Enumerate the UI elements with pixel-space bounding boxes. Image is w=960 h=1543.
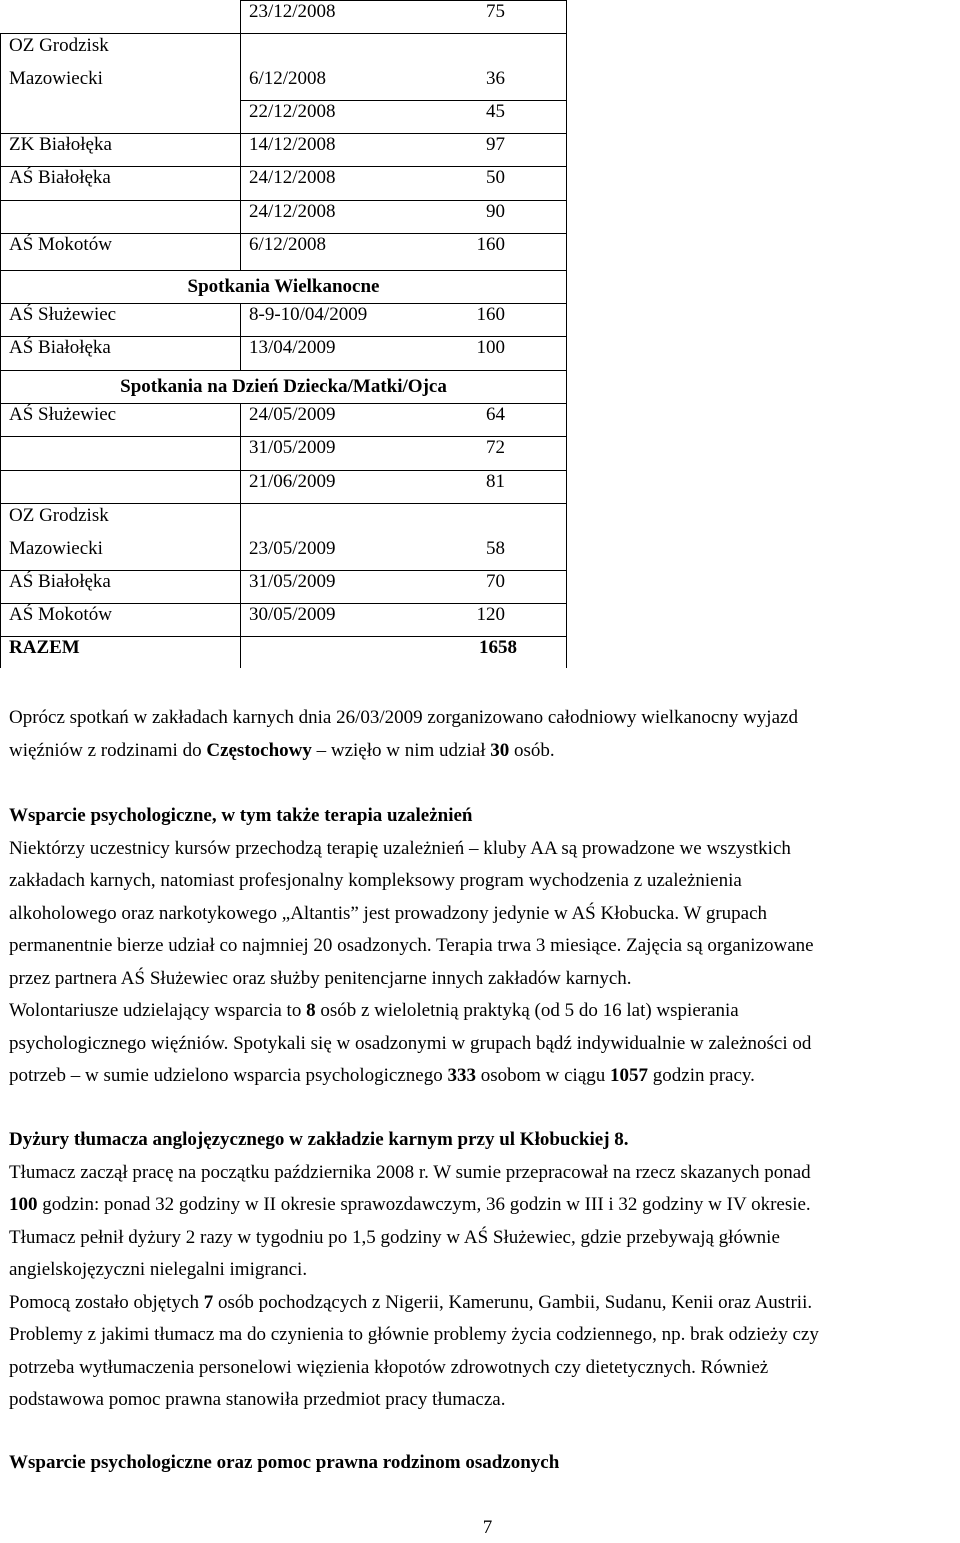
translator-section [9,1124,954,1417]
row-count: 50 [486,167,505,188]
paragraph-line [9,735,954,768]
text-run-bold: 100 [9,1194,38,1215]
text-run: osób. [509,739,555,761]
row-location: AŚ Mokotów [9,604,112,625]
row-date: 14/12/2008 [249,134,336,155]
section-heading: Dyżury tłumacza anglojęzycznego w zakładzie karnym przy ul Kłobuckiej 8. [9,1129,629,1150]
paragraph-line [9,1287,954,1320]
text-run: osób z wieloletnią praktyką (od 5 do 16 lat) wspierania [315,1000,739,1021]
row-count: 100 [476,337,505,358]
text-run: Pomocą zostało objętych [9,1291,204,1313]
text-run: potrzeb – w sumie udzielono wsparcia psychologicznego [9,1065,448,1086]
row-location-line1: OZ Grodzisk [9,35,109,56]
paragraph-line: alkoholowego oraz narkotykowego „Altantis” jest prowadzony jedynie w AŚ Kłobucka. W grupach [9,902,768,924]
total-value: 1658 [479,637,517,658]
section-heading: Wsparcie psychologiczne, w tym także terapia uzależnień [9,805,473,826]
page-number: 7 [482,1517,493,1538]
row-count: 45 [486,101,505,122]
text-run: godzin pracy. [648,1065,755,1086]
paragraph-line: angielskojęzyczni nielegalni imigranci. [9,1259,308,1280]
paragraph-line: podstawowa pomoc prawna stanowiła przedmiot pracy tłumacza. [9,1389,506,1410]
total-label: RAZEM [9,637,80,658]
text-run-bold: Częstochowy [206,739,312,761]
row-count: 58 [486,538,505,559]
text-run-bold: 7 [203,1291,214,1313]
text-run: więźniów z rodzinami do [9,739,207,761]
text-run-bold: 8 [306,1000,316,1021]
row-date: 31/05/2009 [249,437,336,458]
text-run-bold: 333 [447,1065,476,1086]
paragraph-line: Oprócz spotkań w zakładach karnych dnia 26/03/2009 zorganizowano całodniowy wielkanocny wyjazd [9,707,798,728]
row-count: 72 [486,437,505,458]
paragraph-line: zakładach karnych, natomiast profesjonalny kompleksowy program wychodzenia z uzależnienia [9,870,742,891]
row-location: AŚ Białołęka [9,167,111,188]
row-date: 24/12/2008 [249,201,336,222]
row-date: 6/12/2008 [249,68,327,89]
row-count: 160 [476,304,505,325]
row-count: 160 [476,234,505,255]
easter-trip-paragraph [9,702,954,767]
paragraph-line: Problemy z jakimi tłumacz ma do czynienia to głównie problemy życia codziennego, np. brak odzieży czy [9,1324,819,1345]
psych-support-section [9,800,954,1093]
row-date: 21/06/2009 [249,471,336,492]
row-location: AŚ Mokotów [9,234,112,255]
text-run-bold: 1057 [610,1065,649,1086]
row-count: 120 [476,604,505,625]
paragraph-line: Niektórzy uczestnicy kursów przechodzą terapię uzależnień – kluby AA są prowadzone we wszystkich [9,837,791,859]
paragraph-line: permanentnie bierze udział co najmniej 20 osadzonych. Terapia trwa 3 miesiące. Zajęcia są organizowane [9,935,814,956]
row-date: 6/12/2008 [249,234,327,255]
text-run: Wolontariusze udzielający wsparcia to [9,1000,307,1021]
paragraph-line: Tłumacz pełnił dyżury 2 razy w tygodniu po 1,5 godziny w AŚ Służewiec, gdzie przebywają głównie [9,1226,780,1248]
paragraph-line [9,1060,954,1093]
row-count: 75 [486,1,505,22]
text-run: – wzięło w nim udział [311,739,491,761]
row-date: 24/12/2008 [249,167,336,188]
row-count: 81 [486,471,505,492]
row-date: 23/05/2009 [249,538,336,559]
row-date: 22/12/2008 [249,101,336,122]
text-run-bold: 30 [490,739,510,761]
row-location-line1: OZ Grodzisk [9,505,109,526]
row-location-line2: Mazowiecki [9,68,103,89]
row-location: ZK Białołęka [9,134,112,155]
table-total-row [0,636,567,669]
row-count: 90 [486,201,505,222]
table-section-heading: Spotkania Wielkanocne [187,276,380,297]
row-date: 24/05/2009 [249,404,336,425]
row-date: 30/05/2009 [249,604,336,625]
row-count: 70 [486,571,505,592]
section-heading: Wsparcie psychologiczne oraz pomoc prawna rodzinom osadzonych [9,1452,560,1473]
paragraph-line [9,995,954,1028]
row-date: 13/04/2009 [249,337,336,358]
table-row [0,503,567,570]
row-count: 36 [486,68,505,89]
row-count: 64 [486,404,505,425]
table-row [0,336,567,369]
paragraph-line: psychologicznego więźniów. Spotykali się w osadzonymi w grupach bądź indywidualnie w zależności od [9,1032,812,1054]
row-date: 8-9-10/04/2009 [249,304,368,325]
text-run: godzin: ponad 32 godziny w II okresie sprawozdawczym, 36 godzin w III i 32 godziny w IV okresie. [37,1194,811,1215]
text-run: osobom w ciągu [475,1065,611,1086]
paragraph-line [9,1189,954,1222]
row-location: AŚ Służewiec [9,304,117,325]
text-run: osób pochodzących z Nigerii, Kamerunu, Gambii, Sudanu, Kenii oraz Austrii. [213,1291,813,1313]
row-location: AŚ Służewiec [9,404,117,425]
row-date: 31/05/2009 [249,571,336,592]
paragraph-line: potrzeba wytłumaczenia personelowi więzienia kłopotów zdrowotnych czy dietetycznych. Również [9,1356,769,1378]
paragraph-line: Tłumacz zaczął pracę na początku października 2008 r. W sumie przepracował na rzecz skazanych ponad [9,1161,811,1183]
family-support-section [9,1447,954,1480]
row-count: 97 [486,134,505,155]
row-location: AŚ Białołęka [9,337,111,358]
table-section-heading: Spotkania na Dzień Dziecka/Matki/Ojca [120,376,447,397]
table-row [0,33,567,100]
row-date: 23/12/2008 [249,1,336,22]
paragraph-line: przez partnera AŚ Służewiec oraz służby penitencjarne innych zakładów karnych. [9,967,632,989]
table-row [0,233,567,266]
row-location-line2: Mazowiecki [9,538,103,559]
row-location: AŚ Białołęka [9,571,111,592]
events-table [0,0,567,668]
